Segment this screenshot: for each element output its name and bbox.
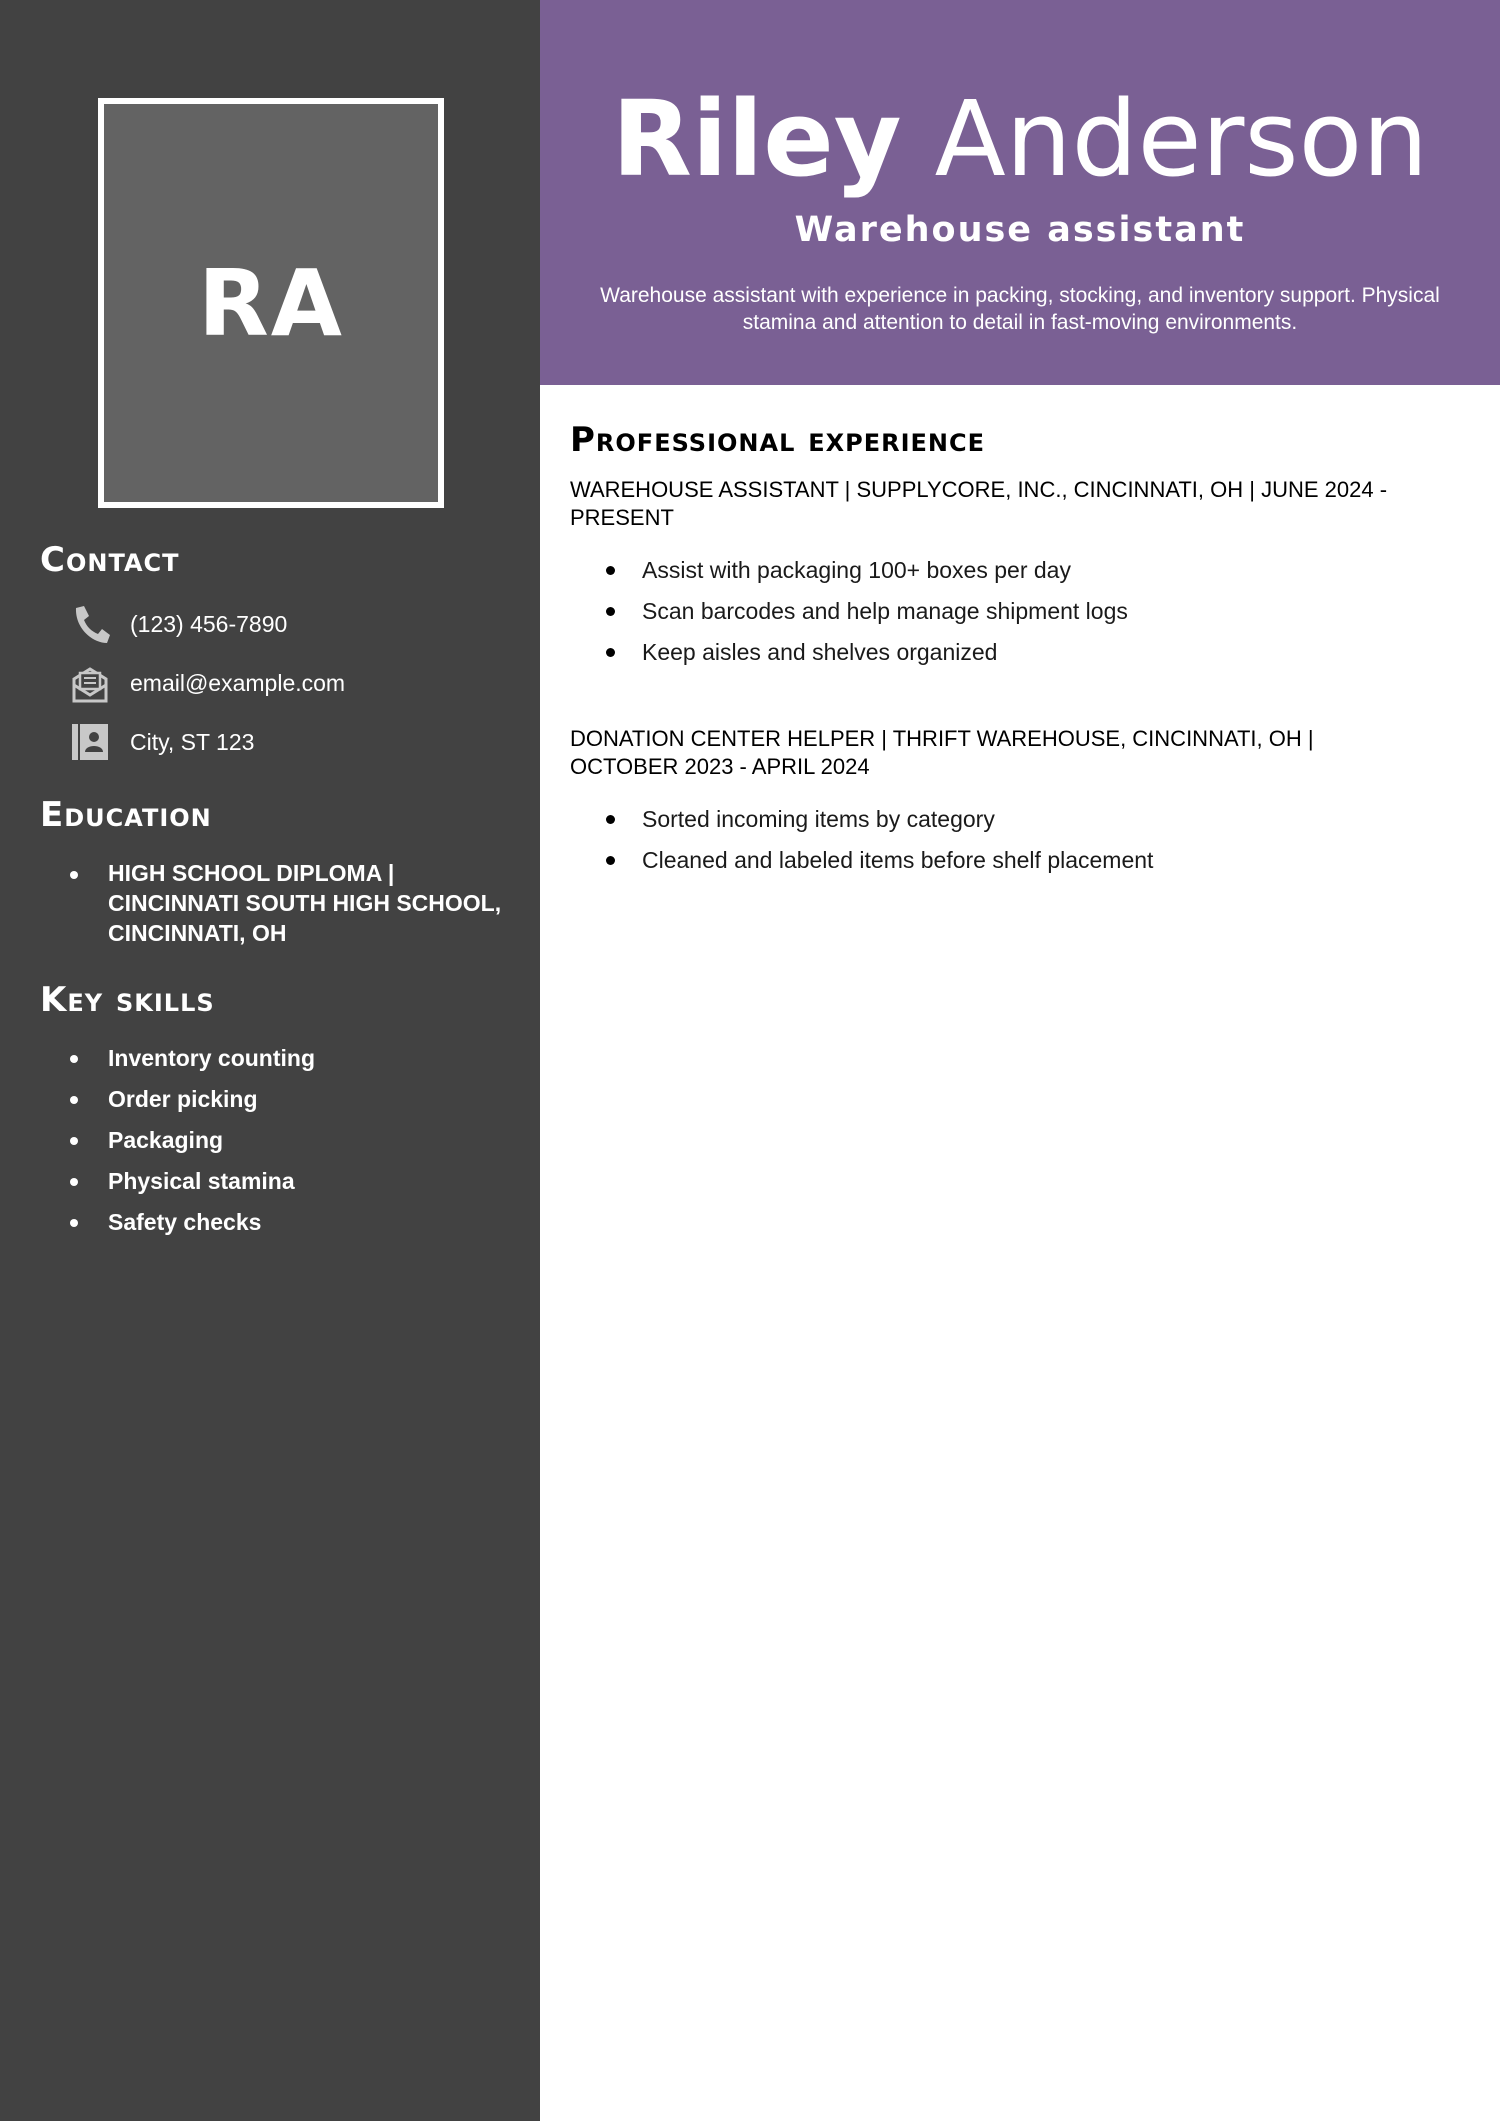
- job-title: Warehouse assistant: [794, 210, 1246, 250]
- contact-phone-text: (123) 456-7890: [130, 610, 288, 637]
- contact-email-row: [68, 661, 508, 705]
- sidebar: [0, 0, 540, 2121]
- job-bullet: Assist with packaging 100+ boxes per day: [570, 550, 1470, 591]
- skill-item: Order picking: [40, 1079, 520, 1120]
- experience-section: [570, 420, 1470, 881]
- candidate-name: [540, 78, 1500, 200]
- contact-email-text: email@example.com: [130, 669, 346, 696]
- contact-heading: Contact: [40, 540, 180, 580]
- job-bullets: [570, 799, 1470, 881]
- email-icon: [68, 661, 112, 705]
- first-name: Riley: [611, 78, 902, 200]
- experience-heading: Professional experience: [570, 420, 985, 460]
- job-bullet: Cleaned and labeled items before shelf placement: [570, 840, 1470, 881]
- contact-phone-row: [68, 602, 508, 646]
- skills-list: [40, 1038, 520, 1243]
- job-title-line: DONATION CENTER HELPER | THRIFT WAREHOUSE, CINCINNATI, OH | OCTOBER 2023 - APRIL 2024: [570, 726, 1314, 779]
- skill-item: Inventory counting: [40, 1038, 520, 1079]
- job-bullet: Keep aisles and shelves organized: [570, 632, 1470, 673]
- contact-address-row: [68, 720, 508, 764]
- education-item: HIGH SCHOOL DIPLOMA | CINCINNATI SOUTH HIGH SCHOOL, CINCINNATI, OH: [40, 858, 520, 948]
- phone-icon: [68, 602, 112, 646]
- skill-item: Packaging: [40, 1120, 520, 1161]
- job-bullet: Scan barcodes and help manage shipment logs: [570, 591, 1470, 632]
- summary: Warehouse assistant with experience in packing, stocking, and inventory support. Physical stamina and attention to detail in fast-moving environments.: [600, 284, 1440, 334]
- job-title-line: WAREHOUSE ASSISTANT | SUPPLYCORE, INC., CINCINNATI, OH | JUNE 2024 - PRESENT: [570, 477, 1388, 530]
- last-name: Anderson: [934, 78, 1429, 200]
- skills-heading: Key skills: [40, 980, 215, 1020]
- education-heading: Education: [40, 795, 212, 835]
- skill-item: Safety checks: [40, 1202, 520, 1243]
- education-list: [40, 858, 520, 948]
- contact-card-icon: [68, 720, 112, 764]
- monogram: RA: [197, 249, 345, 357]
- header-banner: [540, 0, 1500, 385]
- job-bullet: Sorted incoming items by category: [570, 799, 1470, 840]
- skill-item: Physical stamina: [40, 1161, 520, 1202]
- job-bullets: [570, 550, 1470, 673]
- contact-address-text: City, ST 123: [130, 728, 255, 755]
- monogram-box: [98, 98, 444, 508]
